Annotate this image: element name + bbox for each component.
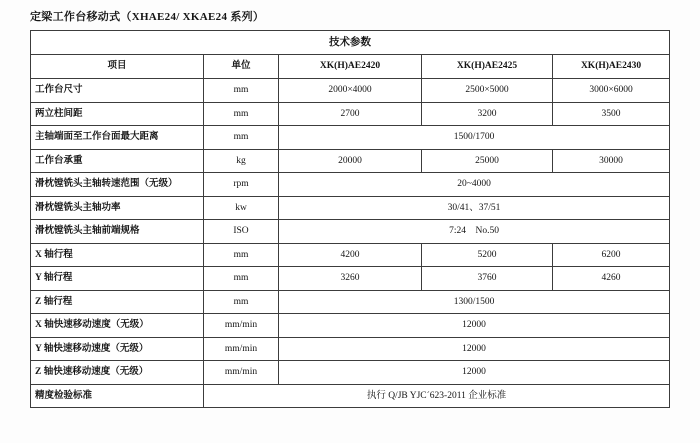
- column-header-unit: 单位: [204, 55, 279, 79]
- table-row: [31, 79, 670, 103]
- table-title-row: [31, 31, 670, 55]
- spec-item-cell: 滑枕镗铣头主轴前端规格: [31, 220, 204, 244]
- spec-unit-cell: mm: [204, 243, 279, 267]
- spec-item-cell: 主轴端面至工作台面最大距离: [31, 126, 204, 150]
- spec-value-cell: 1300/1500: [279, 290, 670, 314]
- column-header-item: 项目: [31, 55, 204, 79]
- table-row: [31, 149, 670, 173]
- spec-item-cell: 精度检验标准: [31, 384, 204, 408]
- spec-value-cell: 3200: [422, 102, 553, 126]
- spec-item-cell: X 轴快速移动速度（无级）: [31, 314, 204, 338]
- spec-value-cell: 3500: [553, 102, 670, 126]
- table-row: [31, 337, 670, 361]
- spec-value-cell: 1500/1700: [279, 126, 670, 150]
- spec-value-cell: 4260: [553, 267, 670, 291]
- spec-value-cell: 2000×4000: [279, 79, 422, 103]
- spec-unit-cell: mm: [204, 102, 279, 126]
- spec-unit-cell: mm/min: [204, 361, 279, 385]
- spec-value-cell: 30/41、37/51: [279, 196, 670, 220]
- spec-value-cell: 5200: [422, 243, 553, 267]
- spec-value-cell: 7:24 No.50: [279, 220, 670, 244]
- table-row: [31, 384, 670, 408]
- spec-value-cell: 2700: [279, 102, 422, 126]
- spec-value-cell: 12000: [279, 361, 670, 385]
- spec-item-cell: 工作台尺寸: [31, 79, 204, 103]
- spec-value-cell: 2500×5000: [422, 79, 553, 103]
- column-header-model-2430: XK(H)AE2430: [553, 55, 670, 79]
- spec-item-cell: 两立柱间距: [31, 102, 204, 126]
- spec-value-cell: 3000×6000: [553, 79, 670, 103]
- spec-unit-cell: kw: [204, 196, 279, 220]
- spec-unit-cell: mm/min: [204, 314, 279, 338]
- table-row: [31, 267, 670, 291]
- spec-item-cell: Z 轴行程: [31, 290, 204, 314]
- table-row: [31, 126, 670, 150]
- spec-value-cell: 12000: [279, 337, 670, 361]
- spec-value-cell: 3760: [422, 267, 553, 291]
- spec-value-cell: 20~4000: [279, 173, 670, 197]
- table-row: [31, 361, 670, 385]
- spec-unit-cell: mm: [204, 267, 279, 291]
- table-row: [31, 314, 670, 338]
- spec-unit-cell: mm: [204, 79, 279, 103]
- spec-unit-cell: rpm: [204, 173, 279, 197]
- spec-item-cell: Z 轴快速移动速度（无级）: [31, 361, 204, 385]
- spec-item-cell: 滑枕镗铣头主轴功率: [31, 196, 204, 220]
- spec-unit-cell: mm: [204, 290, 279, 314]
- column-header-model-2420: XK(H)AE2420: [279, 55, 422, 79]
- spec-item-cell: 工作台承重: [31, 149, 204, 173]
- spec-value-cell: 20000: [279, 149, 422, 173]
- spec-item-cell: Y 轴行程: [31, 267, 204, 291]
- spec-value-cell: 执行 Q/JB YJC´623-2011 企业标准: [204, 384, 670, 408]
- spec-unit-cell: ISO: [204, 220, 279, 244]
- table-title: 技术参数: [31, 31, 670, 55]
- spec-value-cell: 3260: [279, 267, 422, 291]
- spec-unit-cell: mm/min: [204, 337, 279, 361]
- spec-item-cell: 滑枕镗铣头主轴转速范围（无级）: [31, 173, 204, 197]
- spec-unit-cell: kg: [204, 149, 279, 173]
- spec-value-cell: 4200: [279, 243, 422, 267]
- table-row: [31, 220, 670, 244]
- spec-item-cell: Y 轴快速移动速度（无级）: [31, 337, 204, 361]
- spec-table: [30, 30, 670, 408]
- page-title: 定梁工作台移动式（XHAE24/ XKAE24 系列）: [30, 11, 265, 23]
- spec-value-cell: 25000: [422, 149, 553, 173]
- spec-unit-cell: mm: [204, 126, 279, 150]
- table-row: [31, 173, 670, 197]
- spec-value-cell: 30000: [553, 149, 670, 173]
- table-row: [31, 196, 670, 220]
- table-row: [31, 243, 670, 267]
- spec-value-cell: 6200: [553, 243, 670, 267]
- table-header-row: [31, 55, 670, 79]
- spec-value-cell: 12000: [279, 314, 670, 338]
- spec-item-cell: X 轴行程: [31, 243, 204, 267]
- table-row: [31, 102, 670, 126]
- column-header-model-2425: XK(H)AE2425: [422, 55, 553, 79]
- table-row: [31, 290, 670, 314]
